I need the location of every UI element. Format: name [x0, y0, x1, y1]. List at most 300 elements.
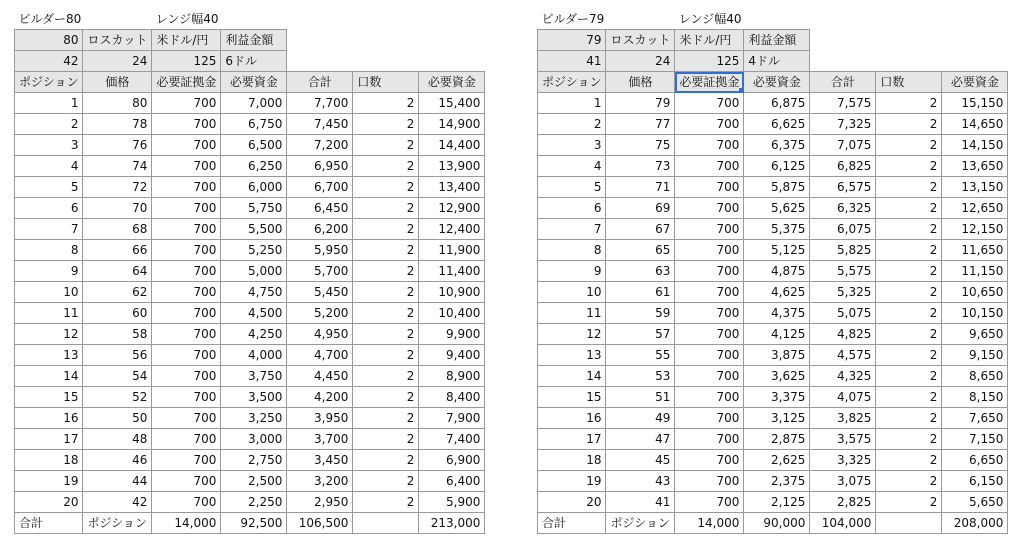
column-header[interactable]: 必要資金: [942, 72, 1008, 93]
table-cell[interactable]: 2,825: [810, 492, 876, 513]
table-cell[interactable]: 4,825: [810, 324, 876, 345]
table-cell[interactable]: 7: [15, 219, 83, 240]
table-cell[interactable]: 77: [606, 114, 675, 135]
total-cell[interactable]: 92,500: [221, 513, 287, 534]
table-cell[interactable]: 6,325: [810, 198, 876, 219]
param-cell[interactable]: 4ドル: [744, 51, 810, 72]
empty-cell[interactable]: [287, 30, 353, 51]
table-cell[interactable]: 3,075: [810, 471, 876, 492]
empty-cell[interactable]: [876, 9, 942, 30]
table-cell[interactable]: 3,325: [810, 450, 876, 471]
table-cell[interactable]: 2: [876, 114, 942, 135]
table-cell[interactable]: 6,000: [221, 177, 287, 198]
table-cell[interactable]: 10,650: [942, 282, 1008, 303]
table-cell[interactable]: 700: [152, 471, 221, 492]
table-cell[interactable]: 2: [876, 93, 942, 114]
builder-label[interactable]: ビルダー79: [541, 12, 605, 26]
table-cell[interactable]: 700: [675, 366, 744, 387]
table-cell[interactable]: 15,150: [942, 93, 1008, 114]
param-cell[interactable]: 125: [675, 51, 744, 72]
table-cell[interactable]: 700: [675, 345, 744, 366]
table-cell[interactable]: 6,375: [744, 135, 810, 156]
total-cell[interactable]: [353, 513, 419, 534]
table-cell[interactable]: 4,450: [287, 366, 353, 387]
table-cell[interactable]: 73: [606, 156, 675, 177]
table-cell[interactable]: 55: [606, 345, 675, 366]
table-cell[interactable]: 3,950: [287, 408, 353, 429]
empty-cell[interactable]: [419, 30, 485, 51]
table-cell[interactable]: 700: [675, 198, 744, 219]
table-cell[interactable]: 47: [606, 429, 675, 450]
table-cell[interactable]: 70: [83, 198, 152, 219]
empty-cell[interactable]: [287, 51, 353, 72]
table-cell[interactable]: 2: [353, 114, 419, 135]
table-cell[interactable]: 8,650: [942, 366, 1008, 387]
table-cell[interactable]: 7,075: [810, 135, 876, 156]
table-cell[interactable]: 2: [353, 135, 419, 156]
table-cell[interactable]: 5,200: [287, 303, 353, 324]
table-cell[interactable]: 2: [353, 282, 419, 303]
table-cell[interactable]: 62: [83, 282, 152, 303]
table-cell[interactable]: 78: [83, 114, 152, 135]
empty-cell[interactable]: [942, 9, 1008, 30]
table-cell[interactable]: 2: [876, 366, 942, 387]
range-label[interactable]: レンジ幅40: [678, 12, 742, 26]
table-cell[interactable]: 6,700: [287, 177, 353, 198]
table-cell[interactable]: 66: [83, 240, 152, 261]
table-cell[interactable]: 4,950: [287, 324, 353, 345]
table-cell[interactable]: 2: [876, 471, 942, 492]
table-cell[interactable]: 700: [152, 240, 221, 261]
table-cell[interactable]: 6,575: [810, 177, 876, 198]
table-cell[interactable]: 700: [675, 429, 744, 450]
table-cell[interactable]: 5: [538, 177, 606, 198]
table-cell[interactable]: 1: [538, 93, 606, 114]
table-cell[interactable]: 700: [675, 114, 744, 135]
table-cell[interactable]: 5,075: [810, 303, 876, 324]
table-cell[interactable]: 5,125: [744, 240, 810, 261]
param-cell[interactable]: 80: [15, 30, 83, 51]
table-cell[interactable]: 700: [675, 450, 744, 471]
table-cell[interactable]: 17: [538, 429, 606, 450]
table-cell[interactable]: 5,900: [419, 492, 485, 513]
total-cell[interactable]: 90,000: [744, 513, 810, 534]
table-cell[interactable]: 6,400: [419, 471, 485, 492]
empty-cell[interactable]: [419, 51, 485, 72]
table-cell[interactable]: 2: [876, 303, 942, 324]
table-cell[interactable]: 700: [675, 492, 744, 513]
table-cell[interactable]: 2,375: [744, 471, 810, 492]
table-cell[interactable]: 2: [353, 219, 419, 240]
table-cell[interactable]: 50: [83, 408, 152, 429]
table-cell[interactable]: 6,900: [419, 450, 485, 471]
table-cell[interactable]: 2: [353, 303, 419, 324]
table-cell[interactable]: 700: [152, 429, 221, 450]
table-cell[interactable]: 7,700: [287, 93, 353, 114]
total-cell[interactable]: 104,000: [810, 513, 876, 534]
table-cell[interactable]: 700: [152, 156, 221, 177]
table-cell[interactable]: 2: [353, 429, 419, 450]
param-cell[interactable]: 79: [538, 30, 606, 51]
table-cell[interactable]: 52: [83, 387, 152, 408]
table-cell[interactable]: 6,875: [744, 93, 810, 114]
empty-cell[interactable]: [876, 30, 942, 51]
table-cell[interactable]: 4,875: [744, 261, 810, 282]
table-cell[interactable]: 16: [538, 408, 606, 429]
empty-cell[interactable]: [876, 51, 942, 72]
table-cell[interactable]: 2: [876, 429, 942, 450]
empty-cell[interactable]: [810, 9, 876, 30]
table-cell[interactable]: 4,375: [744, 303, 810, 324]
table-cell[interactable]: 15,400: [419, 93, 485, 114]
param-cell[interactable]: 利益金額: [221, 30, 287, 51]
table-cell[interactable]: 5,825: [810, 240, 876, 261]
table-cell[interactable]: 2: [353, 261, 419, 282]
table-cell[interactable]: 2,250: [221, 492, 287, 513]
table-cell[interactable]: 12: [538, 324, 606, 345]
table-cell[interactable]: 4,500: [221, 303, 287, 324]
table-cell[interactable]: 6,500: [221, 135, 287, 156]
table-cell[interactable]: 4,575: [810, 345, 876, 366]
table-cell[interactable]: 3,125: [744, 408, 810, 429]
total-cell[interactable]: 14,000: [152, 513, 221, 534]
table-cell[interactable]: 700: [152, 198, 221, 219]
total-cell[interactable]: 合計: [15, 513, 83, 534]
table-cell[interactable]: 2: [353, 408, 419, 429]
table-cell[interactable]: 61: [606, 282, 675, 303]
column-header[interactable]: 口数: [353, 72, 419, 93]
table-cell[interactable]: 2: [876, 261, 942, 282]
table-cell[interactable]: 6,200: [287, 219, 353, 240]
table-cell[interactable]: 15: [15, 387, 83, 408]
param-cell[interactable]: ロスカット: [83, 30, 152, 51]
total-cell[interactable]: 14,000: [675, 513, 744, 534]
table-cell[interactable]: 10,900: [419, 282, 485, 303]
table-cell[interactable]: 700: [152, 282, 221, 303]
column-header[interactable]: ポジション: [15, 72, 83, 93]
table-cell[interactable]: 3,825: [810, 408, 876, 429]
table-cell[interactable]: 700: [675, 219, 744, 240]
table-cell[interactable]: 6,950: [287, 156, 353, 177]
table-cell[interactable]: 6,650: [942, 450, 1008, 471]
empty-cell[interactable]: [942, 30, 1008, 51]
param-cell[interactable]: 米ドル/円: [675, 30, 744, 51]
table-cell[interactable]: 68: [83, 219, 152, 240]
column-header[interactable]: 必要資金: [744, 72, 810, 93]
table-cell[interactable]: 9: [538, 261, 606, 282]
param-cell[interactable]: 6ドル: [221, 51, 287, 72]
table-cell[interactable]: 3,200: [287, 471, 353, 492]
param-cell[interactable]: 24: [83, 51, 152, 72]
total-cell[interactable]: ポジション: [83, 513, 152, 534]
table-cell[interactable]: 11: [15, 303, 83, 324]
table-cell[interactable]: 4,625: [744, 282, 810, 303]
column-header[interactable]: 価格: [606, 72, 675, 93]
table-cell[interactable]: 67: [606, 219, 675, 240]
column-header[interactable]: 口数: [876, 72, 942, 93]
table-cell[interactable]: 13,650: [942, 156, 1008, 177]
table-cell[interactable]: 5,000: [221, 261, 287, 282]
table-cell[interactable]: 65: [606, 240, 675, 261]
table-cell[interactable]: 700: [675, 261, 744, 282]
table-cell[interactable]: 79: [606, 93, 675, 114]
table-cell[interactable]: 3,500: [221, 387, 287, 408]
table-cell[interactable]: 13,400: [419, 177, 485, 198]
table-cell[interactable]: 3,750: [221, 366, 287, 387]
table-cell[interactable]: 2: [353, 177, 419, 198]
table-cell[interactable]: 2: [353, 387, 419, 408]
table-cell[interactable]: 2: [353, 198, 419, 219]
table-cell[interactable]: 2,750: [221, 450, 287, 471]
table-cell[interactable]: 2: [353, 240, 419, 261]
table-cell[interactable]: 10: [15, 282, 83, 303]
table-cell[interactable]: 11,900: [419, 240, 485, 261]
column-header[interactable]: 合計: [810, 72, 876, 93]
table-cell[interactable]: 16: [15, 408, 83, 429]
table-cell[interactable]: 17: [15, 429, 83, 450]
column-header[interactable]: 価格: [83, 72, 152, 93]
param-cell[interactable]: 利益金額: [744, 30, 810, 51]
table-cell[interactable]: 700: [675, 282, 744, 303]
table-cell[interactable]: 700: [152, 324, 221, 345]
table-cell[interactable]: 700: [675, 387, 744, 408]
table-cell[interactable]: 8,900: [419, 366, 485, 387]
table-cell[interactable]: 3,625: [744, 366, 810, 387]
table-cell[interactable]: 4,125: [744, 324, 810, 345]
table-cell[interactable]: 5,650: [942, 492, 1008, 513]
table-cell[interactable]: 14,400: [419, 135, 485, 156]
empty-cell[interactable]: [419, 9, 485, 30]
param-cell[interactable]: 41: [538, 51, 606, 72]
table-cell[interactable]: 4,325: [810, 366, 876, 387]
table-cell[interactable]: 76: [83, 135, 152, 156]
table-cell[interactable]: 13,150: [942, 177, 1008, 198]
table-cell[interactable]: 7,325: [810, 114, 876, 135]
table-cell[interactable]: 63: [606, 261, 675, 282]
table-cell[interactable]: 4: [15, 156, 83, 177]
table-cell[interactable]: 7,400: [419, 429, 485, 450]
column-header[interactable]: 必要資金: [221, 72, 287, 93]
table-cell[interactable]: 700: [675, 177, 744, 198]
empty-cell[interactable]: [942, 51, 1008, 72]
table-cell[interactable]: 2: [876, 492, 942, 513]
table-cell[interactable]: 2,875: [744, 429, 810, 450]
table-cell[interactable]: 2: [353, 366, 419, 387]
table-cell[interactable]: 4,000: [221, 345, 287, 366]
table-cell[interactable]: 56: [83, 345, 152, 366]
table-cell[interactable]: 700: [152, 450, 221, 471]
table-cell[interactable]: 2: [876, 450, 942, 471]
table-cell[interactable]: 5,750: [221, 198, 287, 219]
table-cell[interactable]: 10: [538, 282, 606, 303]
table-cell[interactable]: 12,400: [419, 219, 485, 240]
table-cell[interactable]: 4: [538, 156, 606, 177]
table-cell[interactable]: 48: [83, 429, 152, 450]
table-cell[interactable]: 700: [675, 471, 744, 492]
table-cell[interactable]: 41: [606, 492, 675, 513]
table-cell[interactable]: 700: [152, 177, 221, 198]
table-cell[interactable]: 700: [675, 240, 744, 261]
table-cell[interactable]: 45: [606, 450, 675, 471]
table-cell[interactable]: 700: [152, 387, 221, 408]
table-cell[interactable]: 2: [353, 492, 419, 513]
table-cell[interactable]: 6,825: [810, 156, 876, 177]
table-cell[interactable]: 8,400: [419, 387, 485, 408]
param-cell[interactable]: 24: [606, 51, 675, 72]
table-cell[interactable]: 51: [606, 387, 675, 408]
table-cell[interactable]: 2: [876, 177, 942, 198]
table-cell[interactable]: 6,625: [744, 114, 810, 135]
table-cell[interactable]: 2: [876, 240, 942, 261]
param-cell[interactable]: 42: [15, 51, 83, 72]
table-cell[interactable]: 64: [83, 261, 152, 282]
table-cell[interactable]: 19: [15, 471, 83, 492]
table-cell[interactable]: 6: [15, 198, 83, 219]
table-cell[interactable]: 7,450: [287, 114, 353, 135]
table-cell[interactable]: 4,750: [221, 282, 287, 303]
table-cell[interactable]: 9,650: [942, 324, 1008, 345]
table-cell[interactable]: 14,650: [942, 114, 1008, 135]
table-cell[interactable]: 2: [353, 450, 419, 471]
table-cell[interactable]: 4,700: [287, 345, 353, 366]
table-cell[interactable]: 11,400: [419, 261, 485, 282]
table-cell[interactable]: 700: [152, 366, 221, 387]
table-cell[interactable]: 42: [83, 492, 152, 513]
table-cell[interactable]: 700: [675, 408, 744, 429]
table-cell[interactable]: 10,150: [942, 303, 1008, 324]
table-cell[interactable]: 3,375: [744, 387, 810, 408]
table-cell[interactable]: 18: [15, 450, 83, 471]
table-cell[interactable]: 53: [606, 366, 675, 387]
table-cell[interactable]: 3,000: [221, 429, 287, 450]
total-cell[interactable]: 208,000: [942, 513, 1008, 534]
table-cell[interactable]: 3,875: [744, 345, 810, 366]
table-cell[interactable]: 2: [353, 471, 419, 492]
table-cell[interactable]: 2,500: [221, 471, 287, 492]
table-cell[interactable]: 74: [83, 156, 152, 177]
table-cell[interactable]: 6,125: [744, 156, 810, 177]
table-cell[interactable]: 7,900: [419, 408, 485, 429]
empty-cell[interactable]: [810, 30, 876, 51]
table-cell[interactable]: 700: [152, 492, 221, 513]
table-cell[interactable]: 5,500: [221, 219, 287, 240]
table-cell[interactable]: 700: [152, 408, 221, 429]
table-cell[interactable]: 3: [538, 135, 606, 156]
table-cell[interactable]: 700: [675, 135, 744, 156]
param-cell[interactable]: ロスカット: [606, 30, 675, 51]
table-cell[interactable]: 2: [538, 114, 606, 135]
table-cell[interactable]: 8: [15, 240, 83, 261]
table-cell[interactable]: 69: [606, 198, 675, 219]
table-cell[interactable]: 5,700: [287, 261, 353, 282]
table-cell[interactable]: 6: [538, 198, 606, 219]
table-cell[interactable]: 9,900: [419, 324, 485, 345]
table-cell[interactable]: 2: [876, 198, 942, 219]
table-cell[interactable]: 11: [538, 303, 606, 324]
table-cell[interactable]: 3,450: [287, 450, 353, 471]
column-header[interactable]: 必要証拠金: [152, 72, 221, 93]
table-cell[interactable]: 49: [606, 408, 675, 429]
table-cell[interactable]: 44: [83, 471, 152, 492]
table-cell[interactable]: 2: [353, 156, 419, 177]
table-cell[interactable]: 57: [606, 324, 675, 345]
table-cell[interactable]: 2: [876, 282, 942, 303]
total-cell[interactable]: [876, 513, 942, 534]
empty-cell[interactable]: [810, 51, 876, 72]
empty-cell[interactable]: [353, 9, 419, 30]
param-cell[interactable]: 米ドル/円: [152, 30, 221, 51]
table-cell[interactable]: 4,200: [287, 387, 353, 408]
table-cell[interactable]: 14: [15, 366, 83, 387]
column-header[interactable]: ポジション: [538, 72, 606, 93]
table-cell[interactable]: 5,375: [744, 219, 810, 240]
table-cell[interactable]: 2: [876, 387, 942, 408]
table-cell[interactable]: 14,900: [419, 114, 485, 135]
table-cell[interactable]: 6,150: [942, 471, 1008, 492]
table-cell[interactable]: 6,075: [810, 219, 876, 240]
table-cell[interactable]: 59: [606, 303, 675, 324]
table-cell[interactable]: 71: [606, 177, 675, 198]
table-cell[interactable]: 20: [15, 492, 83, 513]
table-cell[interactable]: 60: [83, 303, 152, 324]
table-cell[interactable]: 700: [675, 156, 744, 177]
builder-label[interactable]: ビルダー80: [18, 12, 82, 26]
table-cell[interactable]: 12,650: [942, 198, 1008, 219]
total-cell[interactable]: 合計: [538, 513, 606, 534]
table-cell[interactable]: 10,400: [419, 303, 485, 324]
table-cell[interactable]: 14,150: [942, 135, 1008, 156]
empty-cell[interactable]: [353, 30, 419, 51]
table-cell[interactable]: 9: [15, 261, 83, 282]
param-cell[interactable]: 125: [152, 51, 221, 72]
table-cell[interactable]: 700: [675, 93, 744, 114]
table-cell[interactable]: 2,125: [744, 492, 810, 513]
table-cell[interactable]: 2,625: [744, 450, 810, 471]
table-cell[interactable]: 80: [83, 93, 152, 114]
table-cell[interactable]: 75: [606, 135, 675, 156]
total-cell[interactable]: 106,500: [287, 513, 353, 534]
table-cell[interactable]: 700: [152, 114, 221, 135]
column-header[interactable]: 必要資金: [419, 72, 485, 93]
range-label[interactable]: レンジ幅40: [155, 12, 219, 26]
table-cell[interactable]: 7,575: [810, 93, 876, 114]
table-cell[interactable]: 3: [15, 135, 83, 156]
table-cell[interactable]: 11,650: [942, 240, 1008, 261]
table-cell[interactable]: 13: [538, 345, 606, 366]
table-cell[interactable]: 2: [876, 324, 942, 345]
empty-cell[interactable]: [287, 9, 353, 30]
table-cell[interactable]: 8,150: [942, 387, 1008, 408]
table-cell[interactable]: 12,900: [419, 198, 485, 219]
table-cell[interactable]: 4,075: [810, 387, 876, 408]
table-cell[interactable]: 5,325: [810, 282, 876, 303]
table-cell[interactable]: 6,250: [221, 156, 287, 177]
table-cell[interactable]: 700: [675, 303, 744, 324]
table-cell[interactable]: 5,450: [287, 282, 353, 303]
table-cell[interactable]: 2: [876, 156, 942, 177]
total-cell[interactable]: ポジション: [606, 513, 675, 534]
table-cell[interactable]: 5,250: [221, 240, 287, 261]
empty-cell[interactable]: [353, 51, 419, 72]
table-cell[interactable]: 15: [538, 387, 606, 408]
table-cell[interactable]: 7,650: [942, 408, 1008, 429]
table-cell[interactable]: 700: [152, 261, 221, 282]
table-cell[interactable]: 3,700: [287, 429, 353, 450]
table-cell[interactable]: 46: [83, 450, 152, 471]
table-cell[interactable]: 20: [538, 492, 606, 513]
table-cell[interactable]: 18: [538, 450, 606, 471]
table-cell[interactable]: 700: [152, 219, 221, 240]
